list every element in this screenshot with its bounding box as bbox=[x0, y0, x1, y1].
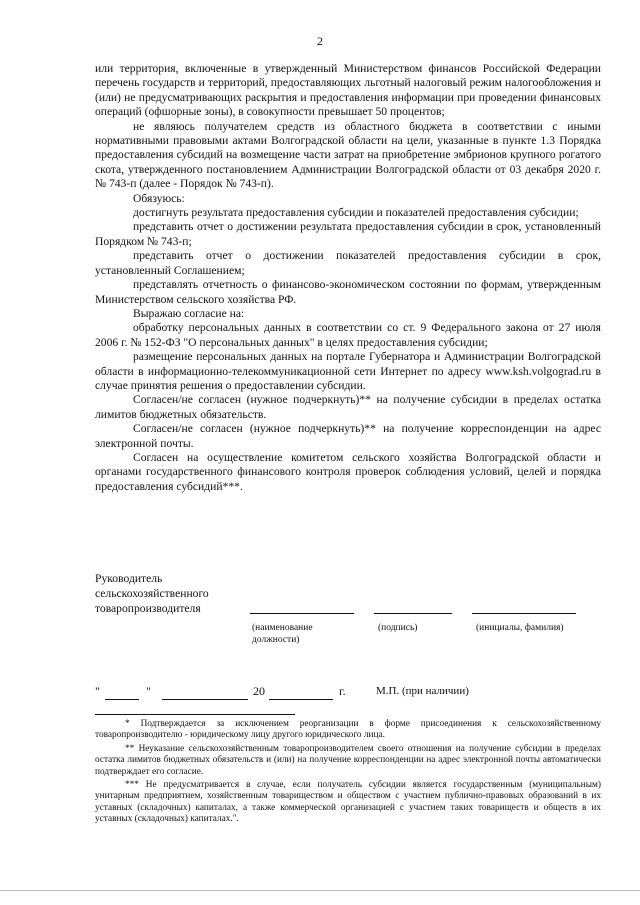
day-line bbox=[105, 699, 139, 700]
paragraph: Согласен/не согласен (нужное подчеркнуть)** на получение корреспонденции на адрес электронной почты. bbox=[95, 422, 601, 450]
year-prefix: 20 bbox=[253, 684, 265, 698]
signatory-label-line: товаропроизводителя bbox=[95, 602, 201, 615]
paragraph: или территория, включенные в утвержденный Министерством финансов Российской Федерации перечень государств и территорий, предоставляющих льготный налоговый режим налогообложения и (или) не предусматривающих раскрытия и предоставления информации при проведении финансовых операций (офшорные зоны), в совокупности превышает 50 процентов; bbox=[95, 62, 601, 119]
paragraph: Обязуюсь: bbox=[133, 191, 185, 205]
paragraph: представить отчет о достижении показателей предоставления субсидии в срок, установленный Соглашением; bbox=[95, 249, 601, 277]
paragraph: не являюсь получателем средств из областного бюджета в соответствии с иными нормативными правовыми актами Волгоградской области на цели, указанные в пункте 1.3 Порядка предоставления субсидий на возмещение части затрат на приобретение эмбрионов крупного рогатого скота, утвержденного постановлением Администрации Волгоградской области от 03 декабря 2020 г. № 743-п (далее - Порядок № 743-п). bbox=[95, 119, 601, 191]
signature-line bbox=[374, 613, 452, 614]
position-line bbox=[250, 613, 354, 614]
footnote: ** Неуказание сельскохозяйственным товаропроизводителем своего отношения на получение субсидии в пределах остатка лимитов бюджетных обязательств и (или) на получение корреспонденции на адрес электронной почты автоматически подтверждает его согласие. bbox=[95, 743, 601, 777]
paragraph: Согласен на осуществление комитетом сельского хозяйства Волгоградской области и органами государственного финансового контроля проверок соблюдения условий, целей и порядка предоставления субсидий***. bbox=[95, 450, 601, 493]
paragraph: размещение персональных данных на портале Губернатора и Администрации Волгоградской области в информационно-телекоммуникационной сети Интернет по адресу www.ksh.volgograd.ru в случае принятия решения о предоставлении субсидии. bbox=[95, 350, 601, 392]
date-close-quote: " bbox=[146, 684, 151, 698]
paragraph: достигнуть результата предоставления субсидии и показателей предоставления субсидии; bbox=[133, 206, 579, 220]
footnote-separator bbox=[95, 714, 295, 715]
footnotes bbox=[95, 719, 601, 828]
caption-signature: (подпись) bbox=[378, 623, 418, 633]
footnote: * Подтверждается за исключением реорганизации в форме присоединения к сельскохозяйственному товаропроизводителю - юридическому лицу другого юридического лица. bbox=[95, 719, 601, 741]
signatory-label-line: сельскохозяйственного bbox=[95, 587, 209, 600]
signatory-label-line: Руководитель bbox=[95, 572, 163, 585]
paragraph: обработку персональных данных в соответствии со ст. 9 Федерального закона от 27 июля 2006 г. № 152-ФЗ "О персональных данных" в целях предоставления субсидии; bbox=[95, 321, 601, 349]
paragraph: Согласен/не согласен (нужное подчеркнуть)** на получение субсидии в пределах остатка лимитов бюджетных обязательств. bbox=[95, 393, 601, 421]
paragraph: Выражаю согласие на: bbox=[133, 306, 245, 320]
footnote: *** Не предусматривается в случае, если получатель субсидии является государственным (муниципальным) унитарным предприятием, хозяйственным товариществом и обществом с участием публично-правовых образований в их уставных (складочных) капиталах, а также коммерческой организацией с участием таких товариществ и обществ в их уставных (складочных) капиталах.". bbox=[95, 780, 601, 825]
paragraph: представлять отчетность о финансово-экономическом состоянии по формам, утвержденным Министерством сельского хозяйства РФ. bbox=[95, 278, 601, 306]
document-body bbox=[95, 62, 601, 494]
paragraph: представить отчет о достижении результата предоставления субсидии в срок, установленный Порядком № 743-п; bbox=[95, 220, 601, 248]
year-suffix: г. bbox=[339, 684, 346, 698]
caption-name: (инициалы, фамилия) bbox=[476, 623, 564, 633]
caption-position: (наименование должности) bbox=[252, 623, 313, 645]
name-line bbox=[472, 613, 576, 614]
month-line bbox=[162, 699, 248, 700]
year-line bbox=[269, 699, 333, 700]
page-number: 2 bbox=[317, 34, 323, 48]
page-bottom-edge bbox=[0, 890, 640, 891]
date-open-quote: " bbox=[95, 684, 100, 698]
signatory-label bbox=[95, 571, 209, 616]
stamp-note: М.П. (при наличии) bbox=[376, 685, 469, 697]
